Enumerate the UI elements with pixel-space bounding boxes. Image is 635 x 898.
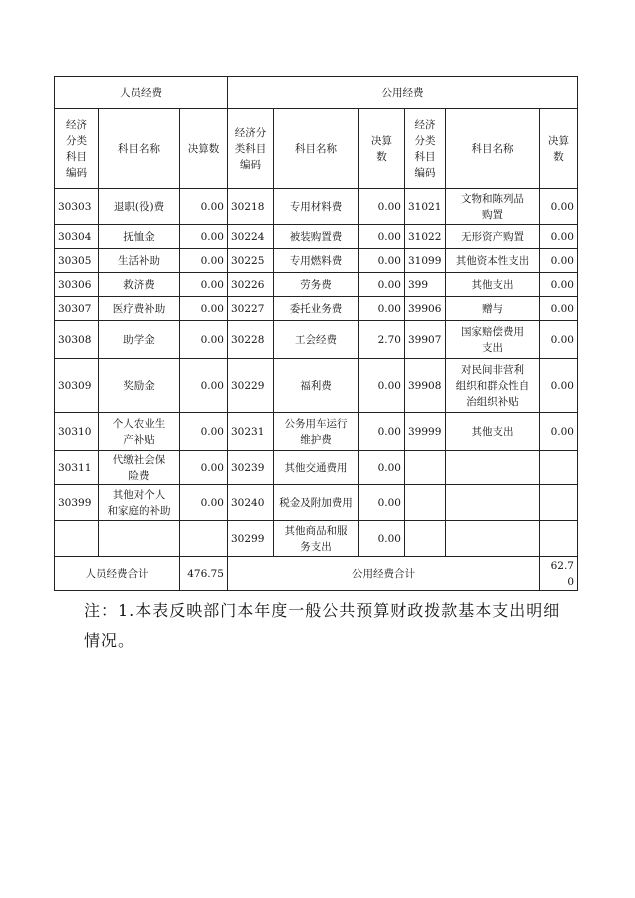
cell-name-personnel: 奖励金 <box>99 359 180 413</box>
cell-code-personnel: 30307 <box>55 297 99 321</box>
cell-name-personnel: 个人农业生 产补贴 <box>99 413 180 451</box>
cell-amount-personnel <box>180 521 228 557</box>
cell-amount-personnel: 0.00 <box>180 485 228 521</box>
cell-name-personnel: 抚恤金 <box>99 225 180 249</box>
table-row <box>55 359 578 413</box>
cell-amount-public-2: 0.00 <box>540 189 578 225</box>
cell-amount-public: 2.70 <box>359 321 405 359</box>
cell-code-personnel: 30303 <box>55 189 99 225</box>
table-row <box>55 485 578 521</box>
cell-code-personnel: 30309 <box>55 359 99 413</box>
cell-name-public: 专用材料费 <box>274 189 359 225</box>
expenditure-detail-table <box>54 76 578 591</box>
cell-amount-personnel: 0.00 <box>180 249 228 273</box>
cell-code-personnel: 30305 <box>55 249 99 273</box>
cell-code-public-2: 39908 <box>405 359 446 413</box>
cell-amount-public-2: 0.00 <box>540 273 578 297</box>
cell-name-public: 被装购置费 <box>274 225 359 249</box>
cell-amount-public-2 <box>540 451 578 485</box>
cell-code-public-2 <box>405 521 446 557</box>
col-code-public: 经济分 类科目 编码 <box>228 109 274 189</box>
cell-amount-public-2: 0.00 <box>540 321 578 359</box>
public-header: 公用经费 <box>228 77 578 109</box>
cell-code-personnel: 30308 <box>55 321 99 359</box>
cell-amount-public-2: 0.00 <box>540 225 578 249</box>
cell-name-public-2: 其他资本性支出 <box>446 249 540 273</box>
cell-code-personnel: 30306 <box>55 273 99 297</box>
table-row <box>55 249 578 273</box>
cell-code-public: 30239 <box>228 451 274 485</box>
cell-amount-public-2: 0.00 <box>540 413 578 451</box>
cell-name-public: 工会经费 <box>274 321 359 359</box>
cell-code-public-2: 39907 <box>405 321 446 359</box>
col-name-personnel: 科目名称 <box>99 109 180 189</box>
col-name-public: 科目名称 <box>274 109 359 189</box>
table-row <box>55 321 578 359</box>
table-row <box>55 225 578 249</box>
cell-amount-public: 0.00 <box>359 485 405 521</box>
cell-amount-personnel: 0.00 <box>180 273 228 297</box>
cell-code-personnel <box>55 521 99 557</box>
cell-amount-public: 0.00 <box>359 225 405 249</box>
cell-code-public: 30231 <box>228 413 274 451</box>
cell-code-public: 30225 <box>228 249 274 273</box>
col-amount-public: 决算 数 <box>359 109 405 189</box>
cell-amount-public: 0.00 <box>359 249 405 273</box>
cell-name-public-2 <box>446 451 540 485</box>
cell-name-personnel: 退职(役)费 <box>99 189 180 225</box>
cell-code-personnel: 30310 <box>55 413 99 451</box>
cell-name-personnel: 代缴社会保 险费 <box>99 451 180 485</box>
cell-name-public: 福利费 <box>274 359 359 413</box>
cell-name-personnel: 医疗费补助 <box>99 297 180 321</box>
cell-code-public: 30226 <box>228 273 274 297</box>
table-row <box>55 273 578 297</box>
cell-name-public-2 <box>446 521 540 557</box>
cell-amount-public-2 <box>540 521 578 557</box>
cell-code-public-2: 31099 <box>405 249 446 273</box>
cell-amount-public: 0.00 <box>359 521 405 557</box>
cell-amount-public: 0.00 <box>359 273 405 297</box>
cell-code-public: 30228 <box>228 321 274 359</box>
cell-amount-personnel: 0.00 <box>180 413 228 451</box>
cell-code-public: 30240 <box>228 485 274 521</box>
cell-name-public-2: 其他支出 <box>446 413 540 451</box>
cell-amount-personnel: 0.00 <box>180 225 228 249</box>
cell-code-public: 30218 <box>228 189 274 225</box>
cell-amount-personnel: 0.00 <box>180 297 228 321</box>
cell-amount-public: 0.00 <box>359 451 405 485</box>
col-amount-public-2: 决算 数 <box>540 109 578 189</box>
cell-amount-public-2 <box>540 485 578 521</box>
cell-amount-public: 0.00 <box>359 297 405 321</box>
col-name-public-2: 科目名称 <box>446 109 540 189</box>
public-total-label: 公用经费合计 <box>228 557 540 591</box>
cell-amount-personnel: 0.00 <box>180 451 228 485</box>
cell-name-public: 劳务费 <box>274 273 359 297</box>
personnel-total-label: 人员经费合计 <box>55 557 180 591</box>
table-row <box>55 521 578 557</box>
cell-name-public: 公务用车运行 维护费 <box>274 413 359 451</box>
cell-name-public-2 <box>446 485 540 521</box>
cell-name-personnel: 救济费 <box>99 273 180 297</box>
cell-code-public-2: 399 <box>405 273 446 297</box>
cell-name-personnel <box>99 521 180 557</box>
table-row <box>55 451 578 485</box>
cell-name-public-2: 国家赔偿费用 支出 <box>446 321 540 359</box>
cell-name-public: 其他交通费用 <box>274 451 359 485</box>
col-amount-personnel: 决算数 <box>180 109 228 189</box>
cell-code-public-2: 39906 <box>405 297 446 321</box>
cell-code-personnel: 30311 <box>55 451 99 485</box>
cell-amount-public: 0.00 <box>359 413 405 451</box>
cell-code-personnel: 30399 <box>55 485 99 521</box>
personnel-total-value: 476.75 <box>180 557 228 591</box>
cell-amount-personnel: 0.00 <box>180 321 228 359</box>
cell-code-public: 30229 <box>228 359 274 413</box>
cell-name-public: 税金及附加费用 <box>274 485 359 521</box>
table-row <box>55 297 578 321</box>
cell-code-public: 30227 <box>228 297 274 321</box>
cell-code-public-2 <box>405 485 446 521</box>
cell-amount-public: 0.00 <box>359 189 405 225</box>
cell-name-personnel: 生活补助 <box>99 249 180 273</box>
cell-amount-personnel: 0.00 <box>180 189 228 225</box>
cell-name-public-2: 文物和陈列品 购置 <box>446 189 540 225</box>
cell-code-public-2: 31021 <box>405 189 446 225</box>
cell-amount-public-2: 0.00 <box>540 297 578 321</box>
cell-amount-public-2: 0.00 <box>540 249 578 273</box>
cell-name-public-2: 无形资产购置 <box>446 225 540 249</box>
cell-name-public: 专用燃料费 <box>274 249 359 273</box>
cell-name-public-2: 赠与 <box>446 297 540 321</box>
cell-name-personnel: 助学金 <box>99 321 180 359</box>
table-note: 注：1.本表反映部门本年度一般公共预算财政拨款基本支出明细情况。 <box>84 601 561 650</box>
cell-name-public: 其他商品和服 务支出 <box>274 521 359 557</box>
table-row <box>55 189 578 225</box>
public-total-value: 62.7 0 <box>540 557 578 591</box>
col-code-personnel: 经济 分类 科目 编码 <box>55 109 99 189</box>
table-row <box>55 413 578 451</box>
cell-code-public-2 <box>405 451 446 485</box>
cell-name-public-2: 其他支出 <box>446 273 540 297</box>
cell-code-public: 30224 <box>228 225 274 249</box>
col-code-public-2: 经济 分类 科目 编码 <box>405 109 446 189</box>
cell-code-public: 30299 <box>228 521 274 557</box>
cell-name-personnel: 其他对个人 和家庭的补助 <box>99 485 180 521</box>
personnel-header: 人员经费 <box>55 77 228 109</box>
cell-amount-public: 0.00 <box>359 359 405 413</box>
cell-code-public-2: 31022 <box>405 225 446 249</box>
cell-code-public-2: 39999 <box>405 413 446 451</box>
cell-amount-personnel: 0.00 <box>180 359 228 413</box>
cell-name-public-2: 对民间非营利 组织和群众性自 治组织补贴 <box>446 359 540 413</box>
cell-name-public: 委托业务费 <box>274 297 359 321</box>
cell-amount-public-2: 0.00 <box>540 359 578 413</box>
cell-code-personnel: 30304 <box>55 225 99 249</box>
